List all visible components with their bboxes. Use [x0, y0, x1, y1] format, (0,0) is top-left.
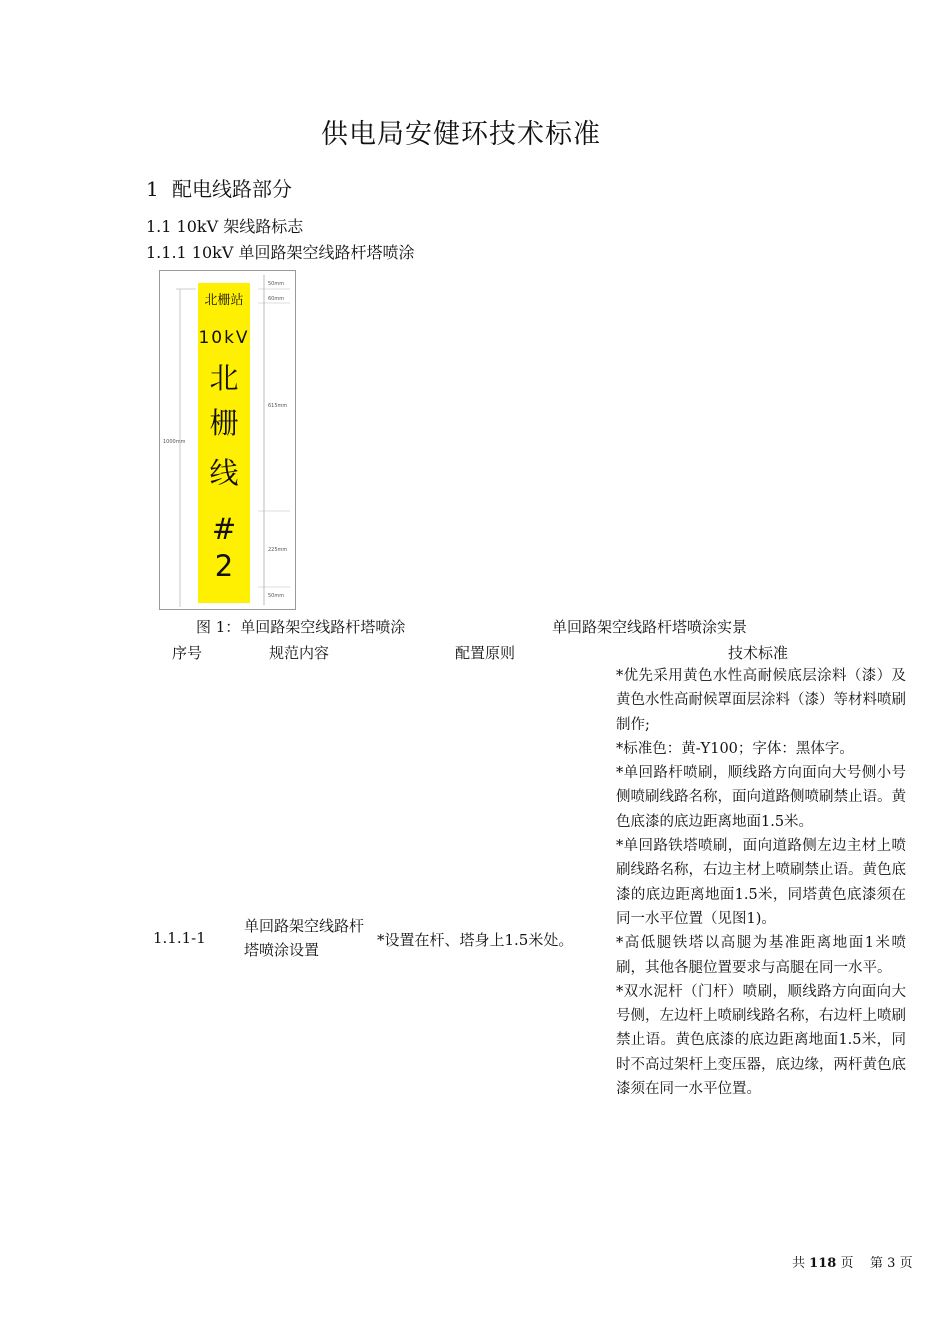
sign-diagram	[159, 270, 296, 610]
standard-item: *优先采用黄色水性高耐候底层涂料（漆）及黄色水性高耐候罩面层涂料（漆）等材料喷刷制作;	[616, 668, 906, 733]
dimension-label-top1: 50mm	[268, 281, 285, 287]
photo-caption: 单回路架空线路杆塔喷涂实景	[552, 618, 748, 636]
footer-page-suffix: 页	[899, 1256, 913, 1271]
standard-item: *单回路铁塔喷刷，面向道路侧左边主材上喷刷线路名称，右边主材上喷刷禁止语。黄色底漆的底边距离地面1.5米，同塔黄色底漆须在同一水平位置（见图1)。	[616, 838, 906, 927]
standard-item: *高低腿铁塔以高腿为基准距离地面1米喷刷，其他各腿位置要求与高腿在同一水平。	[616, 935, 906, 976]
sign-name-char-2: 栅	[209, 406, 239, 440]
sign-number-symbol: #	[211, 512, 237, 546]
section-number: 1	[146, 177, 159, 201]
dimension-label-lower: 225mm	[268, 547, 288, 553]
standard-item: *标准色：黄-Y100；字体：黑体字。	[616, 740, 854, 757]
table-cell-config: *设置在杆、塔身上1.5米处。	[377, 931, 574, 949]
footer-total-suffix: 页	[840, 1256, 854, 1271]
table-header-content: 规范内容	[269, 644, 330, 662]
dimension-label-middle: 615mm	[268, 403, 288, 409]
section-heading	[146, 173, 292, 202]
sign-number-text: 2	[214, 549, 234, 583]
standard-item: *单回路杆喷刷，顺线路方向面向大号侧小号侧喷刷线路名称，面向道路侧喷刷禁止语。黄色底漆的底边距离地面1.5米。	[616, 765, 906, 830]
dimension-label-top2: 60mm	[268, 296, 285, 302]
table-cell-content: 单回路架空线路杆塔喷涂设置	[244, 917, 365, 959]
table-cell-id: 1.1.1-1	[153, 929, 206, 947]
table-header-config: 配置原则	[455, 644, 516, 662]
dimension-label-bottom: 50mm	[268, 593, 285, 599]
subsection-heading: 1.1 10kV 架线路标志	[146, 217, 304, 236]
subsubsection-heading: 1.1.1 10kV 单回路架空线路杆塔喷涂	[146, 243, 415, 262]
sign-name-char-1: 北	[209, 361, 239, 395]
table-cell-standards	[616, 664, 906, 1101]
page-title: 供电局安健环技术标准	[321, 119, 601, 150]
footer-total-pages: 118	[809, 1256, 837, 1271]
figure-caption: 图 1：单回路架空线路杆塔喷涂	[196, 618, 406, 636]
sign-station-text: 北栅站	[204, 293, 244, 308]
page-footer	[792, 1252, 913, 1271]
standard-item: *双水泥杆（门杆）喷刷，顺线路方向面向大号侧，左边杆上喷刷线路名称，右边杆上喷刷禁止语。黄色底漆的底边距离地面1.5米，同时不高过架杆上变压器，底边缘，两杆黄色底漆须在同一水平位置。	[616, 983, 906, 1098]
table-header-standard: 技术标准	[728, 644, 789, 662]
table-header-id: 序号	[172, 644, 203, 662]
footer-page-prefix: 第	[869, 1256, 883, 1271]
footer-page-number: 3	[887, 1256, 896, 1271]
dimension-label-total: 1000mm	[163, 439, 186, 445]
sign-name-char-3: 线	[209, 456, 239, 490]
section-title: 配电线路部分	[172, 177, 292, 201]
sign-voltage-text: 10kV	[198, 328, 250, 348]
footer-total-prefix: 共	[792, 1256, 806, 1271]
